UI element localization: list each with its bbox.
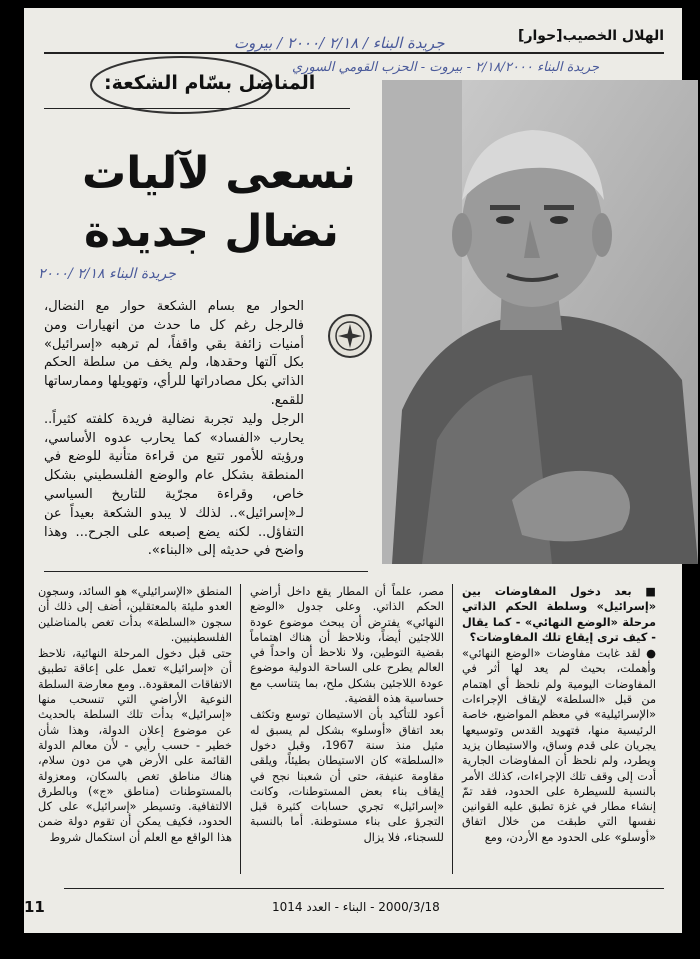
section-header: الهلال الخصيب[حوار] — [518, 28, 664, 44]
newspaper-emblem-icon — [328, 314, 372, 358]
handwritten-note-second: جريدة البناء ٢/١٨/٢٠٠٠ - بيروت - الحزب القومي السوري — [292, 60, 600, 75]
column-middle-paragraph-1: مصر، علماً أن المطار يقع داخل أراضي الحكم الذاتي. وعلى جدول «الوضع النهائي» يفترض أن يبحث موضوع عودة اللاجئين أيضاً، ونلاحظ أن هناك اهتماماً بقضية التوطين، ولا نلاحظ أن واحداً في العالم يطرح على الساحة الدولية موضوع عودة اللاجئين بشكل ملح، بما يتناسب مع حساسية هذه القضية. — [250, 585, 444, 706]
headline-line-1: نسعى لآليات — [82, 148, 356, 199]
column-divider-right — [452, 584, 453, 874]
kicker: المناضل بسّام الشكعة: — [104, 72, 316, 94]
column-right — [462, 584, 656, 846]
publication-line: 2000/3/18 - البناء - العدد 1014 — [272, 900, 440, 914]
portrait-illustration — [382, 80, 698, 564]
kicker-rule — [44, 108, 350, 109]
portrait-photo — [382, 80, 698, 564]
intro-paragraph-1: الحوار مع بسام الشكعة حوار مع النضال، فالرجل رغم كل ما حدث من انهيارات ومن أمنيات زائفة بقي واقفاً، لم ترهبه «إسرائيل» بكل آلتها وحقدها، ولم يخف من سلطة الحكم الذاتي بكل مصادراتها للرأي، وتهويلها وممارساتها للقمع. — [44, 299, 304, 408]
column-middle-paragraph-2: أعود للتأكيد بأن الاستيطان توسع وتكثف بعد اتفاق «أوسلو» بشكل لم يسبق له مثيل منذ سنة 1967، وقبل دخول «السلطة» كان الاستيطان بطيئاً، ويلقى مقاومة عنيفة، حتى أن شعبنا نجح في إيقاف بناء بعض المستوطنات، وكانت «إسرائيل» تجري حسابات كثيرة قبل التجرؤ على بناء مستوطنة. أما بالنسبة للسجناء، فلا يزال — [250, 708, 444, 844]
interview-question: ■ بعد دخول المفاوضات بين «إسرائيل» وسلطة الحكم الذاتي مرحلة «الوضع النهائي» - كما يقال - كيف ترى إيقاع تلك المفاوضات؟ — [462, 585, 656, 644]
page-number: 11 — [24, 898, 45, 916]
footer-rule — [64, 888, 664, 889]
column-divider-left — [240, 584, 241, 874]
intro-paragraph-2: الرجل وليد تجربة نضالية فريدة كلفته كثيراً.. يحارب «الفساد» كما يحارب عدوه الأساسي، ورؤيته للأمور تتبع من قراءة متأنية للوضع في المنطقة بشكل عام والوضع الفلسطيني بشكل خاص، وقراءة مجرّية للتاريخ السياسي لـ«إسرائيل».. لذلك لا يبدو الشكعة بعيداً عن التفاؤل.. لكنه يضع إصبعه على الجرح... وهذا واضح في حديثه إلى «البناء». — [44, 411, 304, 559]
intro-text — [44, 298, 304, 561]
column-middle — [250, 584, 444, 846]
column-left — [38, 584, 232, 846]
handwritten-note-top: جريدة البناء / ٢/١٨ /٢٠٠٠ / بيروت — [234, 34, 445, 52]
column-left-paragraph-1: المنطق «الإسرائيلي» هو السائد، وسجون العدو مليئة بالمعتقلين، أضف إلى ذلك أن سجون «السلطة» بدأت تغص بالمناضلين الفلسطينيين. — [38, 585, 232, 644]
headline-line-2: نضال جديدة — [84, 206, 339, 257]
newspaper-clipping — [24, 8, 682, 933]
interview-answer: ● لقد غابت مفاوضات «الوضع النهائي» وأهملت، بحيث لم يعد لها أثر في المفاوضات اليومية ولم نلحظ أي اهتمام من قبل «السلطة» لإيقاف الإجراءات «الإسرائيلية» في معظم المواضيع، خاصة الرئيسية منها، فتهويد القدس وتوسيعها يجريان على قدم وساق، والاستيطان يزيد ويطرد، ولم نلحظ أن المفاوضات الجارية أدت إلى وقف تلك الإجراءات، كذلك الأمر بالنسبة للسيطرة على الحدود، فقد تمّ إنشاء مطار في غزة تطبق عليه القوانين نفسها التي طبقت من خلال اتفاق «أوسلو» على الحدود مع الأردن، ومع — [462, 647, 656, 844]
column-left-paragraph-2: حتى قبل دخول المرحلة النهائية، نلاحظ أن «إسرائيل» تعمل على إعاقة تطبيق الاتفاقات المعقودة.. ومع معارضة السلطة النوعية الأراضي التي تنسحب منها «إسرائيل» بدأت تلك السلطة بالحديث عن موضوع إعلان الدولة، وهذا شأن خطير - حسب رأيي - لأن معالم الدولة القائمة على الأرض هي من دون سلام، هناك مناطق تغص بالسكان، ومعزولة بالمستوطنات (مناطق «ج») وبالطرق الالتفافية. وتسيطر «إسرائيل» على كل الحدود، فكيف يمكن أن تقوم دولة ضمن هذا الواقع مع العلم أن استكمال شروط — [38, 647, 232, 844]
handwritten-note-date: جريدة البناء ٢/١٨ /٢٠٠٠ — [38, 266, 176, 282]
intro-divider — [44, 571, 368, 572]
footer — [24, 888, 682, 918]
